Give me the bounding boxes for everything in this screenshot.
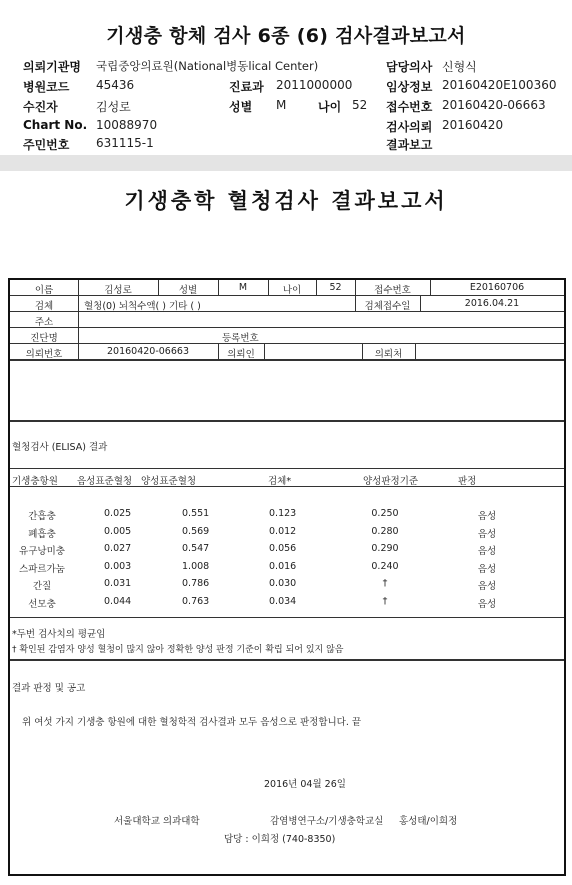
judgement-cell: 음성: [477, 511, 497, 522]
judgement-cell: 음성: [477, 598, 497, 610]
elisa-heading: 혈청검사 (ELISA) 결과: [12, 442, 108, 453]
grid-line: [10, 327, 564, 328]
report-sheet: [8, 278, 566, 876]
diagnosis-label: 진단명: [30, 333, 58, 344]
contact: 담당 : 이희정 (740-8350): [224, 834, 336, 845]
specimen-label: 검체: [34, 301, 54, 312]
col-judgement: 판정: [458, 476, 477, 487]
pos-std-cell: 0.551: [182, 508, 210, 519]
resident-label: 주민번호: [23, 138, 70, 152]
grid-line: [264, 343, 265, 360]
receipt-label: 접수번호: [386, 100, 433, 114]
pos-std-cell: 0.547: [182, 543, 210, 554]
pos-std-cell: 0.786: [182, 578, 210, 589]
receipt-value: 20160420-06663: [442, 98, 546, 112]
request-no-label: 의뢰번호: [25, 349, 63, 360]
clinical-value: 20160420E100360: [442, 78, 557, 92]
grid-line: [415, 343, 416, 360]
separator-band: [0, 155, 572, 171]
col-specimen: 검체*: [268, 476, 292, 487]
name-label: 이름: [34, 285, 54, 296]
receipt-label: 접수번호: [374, 285, 411, 296]
neg-std-cell: 0.027: [104, 543, 132, 554]
pos-std-cell: 1.008: [182, 560, 210, 572]
footnote-cutoff: † 확인된 감염자 양성 혈청이 많지 않아 정확한 양성 판정 기준이 확립 되어 있지 않음: [12, 645, 344, 655]
section-line: [10, 420, 564, 422]
neg-std-cell: 0.025: [104, 508, 132, 519]
specimen-date-label: 검체접수일: [364, 301, 411, 312]
specimen-cell: 0.056: [269, 543, 297, 554]
neg-std-cell: 0.031: [104, 578, 132, 589]
patient-label: 수진자: [23, 100, 58, 114]
conclusion-text: 위 여섯 가지 기생충 항원에 대한 혈청학적 검사결과 모두 음성으로 판정합니다. 끝: [22, 717, 362, 728]
paper-title: 기생충학 혈청검사 결과보고서: [124, 188, 448, 213]
requester-place-label: 의뢰처: [374, 349, 403, 360]
sex-label: 성별: [178, 285, 198, 296]
department: 감염병연구소/기생충학교실: [270, 816, 384, 827]
section-line: [10, 617, 564, 618]
dept-label: 진료과: [229, 80, 264, 94]
scanned-report: [0, 171, 572, 885]
specimen-value: 혈청(0) 뇌척수액( ) 기타 ( ): [84, 301, 201, 312]
cutoff-cell: 0.280: [371, 525, 399, 537]
pos-std-cell: 0.763: [182, 595, 210, 607]
col-antigen: 기생충항원: [12, 476, 58, 487]
section-line: [10, 468, 564, 469]
age-value: 52: [352, 98, 368, 112]
request-value: 20160420: [442, 118, 504, 132]
section-line: [10, 659, 564, 661]
judgement-cell: 음성: [477, 528, 497, 540]
institution-label: 의뢰기관명: [23, 60, 81, 74]
institution-value: 국립중앙의료원(National병동lical Center): [96, 59, 319, 73]
patient-value: 김성로: [96, 100, 131, 114]
cutoff-cell: †: [382, 578, 388, 589]
chart-no-value: 10088970: [96, 118, 158, 132]
judgement-cell: 음성: [477, 581, 497, 592]
request-label: 검사의뢰: [386, 120, 433, 134]
age-label: 나이: [318, 100, 342, 114]
resident-value: 631115-1: [96, 136, 154, 150]
footnote-average: *두번 검사치의 평균임: [12, 629, 106, 640]
clinical-label: 임상정보: [386, 80, 433, 94]
sex-value: M: [238, 282, 248, 293]
antigen-cell: 스파르가눔: [19, 563, 65, 575]
requester-label: 의뢰인: [227, 349, 255, 360]
neg-std-cell: 0.003: [104, 560, 132, 572]
antigen-cell: 간흡충: [28, 511, 56, 522]
specimen-cell: 0.123: [269, 508, 297, 519]
address-label: 주소: [34, 317, 54, 328]
antigen-cell: 폐흡충: [28, 528, 56, 540]
name-value: 김성로: [104, 285, 132, 296]
doctor-label: 담당의사: [386, 60, 433, 74]
antigen-cell: 간질: [32, 581, 52, 592]
specimen-cell: 0.016: [269, 560, 297, 572]
col-cutoff: 양성판정기준: [363, 476, 419, 487]
sex-value: M: [276, 98, 287, 112]
neg-std-cell: 0.005: [104, 525, 132, 537]
grid-line: [10, 343, 564, 344]
specimen-cell: 0.030: [269, 578, 297, 589]
judgement-cell: 음성: [477, 546, 497, 557]
result-label: 결과보고: [386, 138, 433, 152]
specimen-cell: 0.034: [269, 595, 297, 607]
report-title: 기생충 항체 검사 6종 (6) 검사결과보고서: [106, 25, 466, 47]
specimen-date-value: 2016.04.21: [464, 298, 520, 309]
antigen-cell: 선모충: [28, 598, 56, 610]
cutoff-cell: 0.290: [371, 543, 399, 554]
chart-no-label: Chart No.: [23, 118, 88, 132]
conclusion-heading: 결과 판정 및 공고: [12, 683, 86, 694]
neg-std-cell: 0.044: [104, 595, 132, 607]
staff: 홍성태/이희정: [399, 816, 458, 827]
dept-value: 2011000000: [276, 78, 353, 92]
specimen-cell: 0.012: [269, 525, 297, 537]
age-label: 나이: [282, 285, 302, 296]
hospital-code-label: 병원코드: [23, 80, 70, 94]
affiliation: 서울대학교 의과대학: [114, 816, 200, 827]
hospital-code-value: 45436: [96, 78, 135, 92]
cutoff-cell: †: [382, 595, 388, 607]
age-value: 52: [329, 282, 342, 293]
cutoff-cell: 0.250: [371, 508, 399, 519]
request-no-value: 20160420-06663: [106, 346, 189, 357]
judgement-cell: 음성: [477, 563, 497, 575]
pos-std-cell: 0.569: [182, 525, 210, 537]
antigen-cell: 유구낭미충: [19, 546, 65, 557]
report-date: 2016년 04월 26일: [264, 779, 346, 790]
cutoff-cell: 0.240: [371, 560, 399, 572]
col-neg-std: 음성표준혈청: [77, 476, 133, 487]
sex-label: 성별: [229, 100, 253, 114]
doctor-value: 신형식: [442, 60, 477, 74]
col-pos-std: 양성표준혈청: [141, 476, 197, 487]
receipt-value: E20160706: [469, 282, 525, 293]
grid-line: [10, 359, 564, 361]
registration-label: 등록번호: [222, 333, 259, 344]
